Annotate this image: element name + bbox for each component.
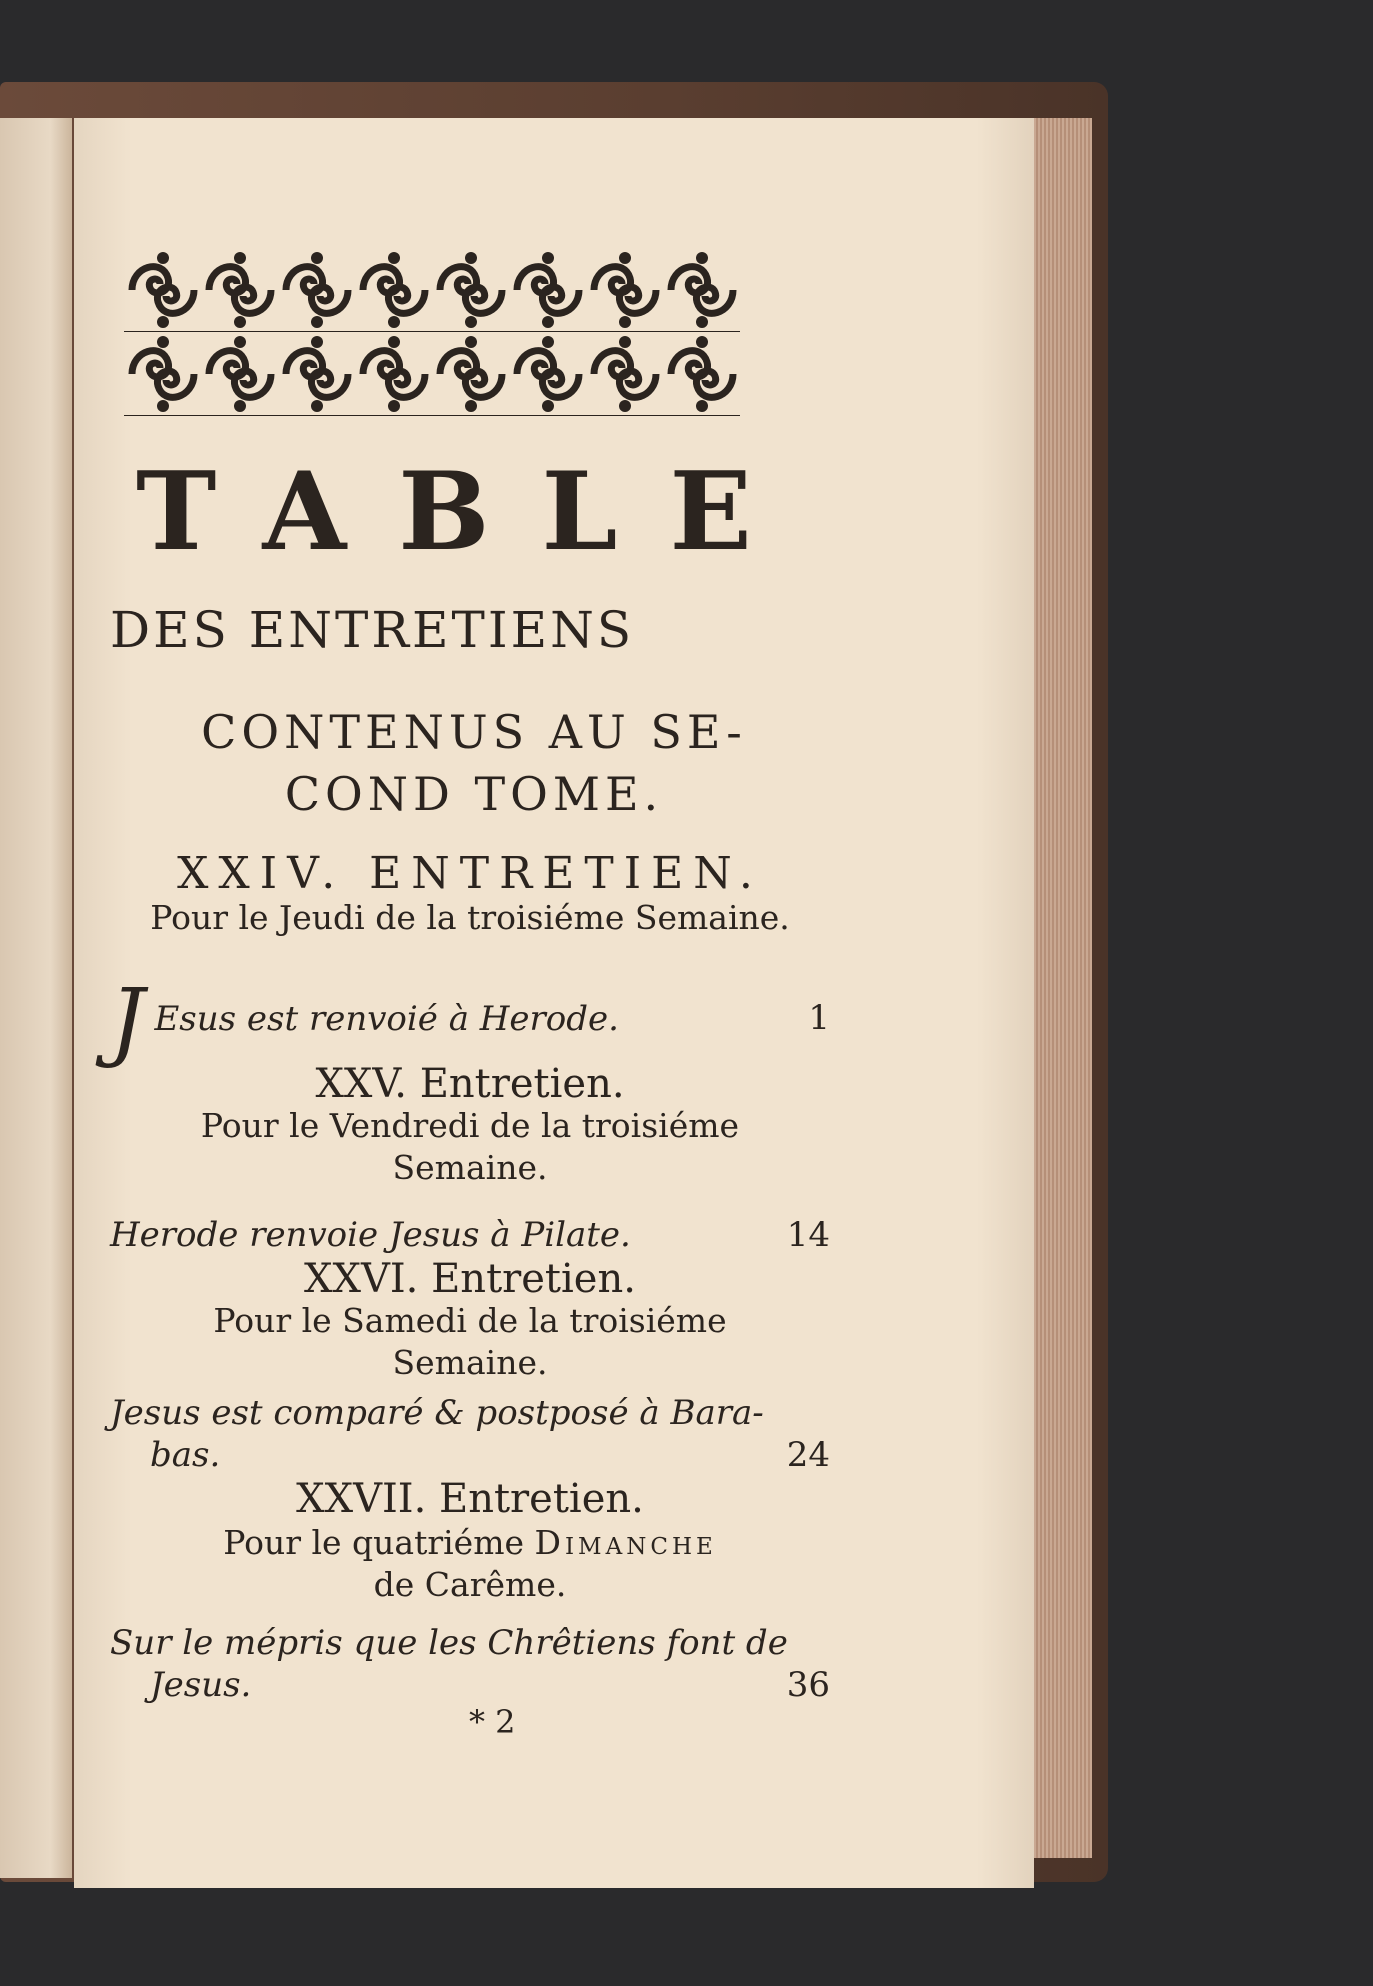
signature-mark: * 2 [469, 1703, 516, 1741]
entry-item-text: Esus est renvoié à Herode. [154, 999, 619, 1039]
entry-sub-xxv-line2: Semaine. [392, 1148, 548, 1187]
entry-sub-xxvi-line2: Semaine. [392, 1343, 548, 1382]
entry-heading-xxv: XXV. Entretien. [315, 1061, 625, 1107]
entry-item-xxv: Herode renvoie Jesus à Pilate. [110, 1215, 631, 1255]
entry-item-xxvi-line1: Jesus est comparé & postposé à Bara- [110, 1393, 764, 1433]
contents-heading-line2: COND TOME. [284, 767, 664, 821]
entry-heading-xxiv: XXIV. ENTRETIEN. [177, 848, 763, 899]
entry-page-xxiv: 1 [808, 998, 830, 1038]
entry-sub-xxv-line1: Pour le Vendredi de la troisiéme [200, 1106, 740, 1145]
entry-item-xxvii-line2: Jesus. [150, 1665, 252, 1705]
entry-sub-xxiv: Pour le Jeudi de la troisiéme Semaine. [150, 898, 790, 937]
entry-item-xxvii-line1: Sur le mépris que les Chrêtiens font de [110, 1623, 788, 1663]
title: TABLE [136, 449, 804, 575]
entry-sub-xxvii-text: Pour le quatriéme [223, 1523, 535, 1562]
left-page-edge [0, 118, 72, 1878]
entry-sub-xxvii-line1 [110, 1523, 830, 1563]
entry-item-xxiv [110, 971, 830, 1071]
book-page [74, 118, 1034, 1888]
decorative-headpiece [124, 248, 740, 416]
entry-item-xxvi-line2: bas. [150, 1435, 221, 1475]
page-edges [1030, 118, 1098, 1858]
entry-sub-xxvi-line1: Pour le Samedi de la troisiéme [213, 1301, 727, 1340]
drop-cap: J [110, 971, 145, 1071]
entry-heading-xxvi: XXVI. Entretien. [304, 1256, 636, 1302]
subtitle: DES ENTRETIENS [110, 601, 635, 659]
contents-heading [144, 701, 804, 825]
entry-page-xxvi: 24 [786, 1435, 830, 1475]
entry-heading-xxvii: XXVII. Entretien. [296, 1476, 644, 1522]
entry-page-xxvii: 36 [786, 1665, 830, 1705]
entry-sub-xxvii-line2: de Carême. [373, 1565, 567, 1604]
entry-page-xxv: 14 [786, 1215, 830, 1255]
entry-sub-xxvii-dimanche: Dimanche [534, 1523, 717, 1562]
contents-heading-line1: CONTENUS AU SE- [201, 705, 747, 759]
